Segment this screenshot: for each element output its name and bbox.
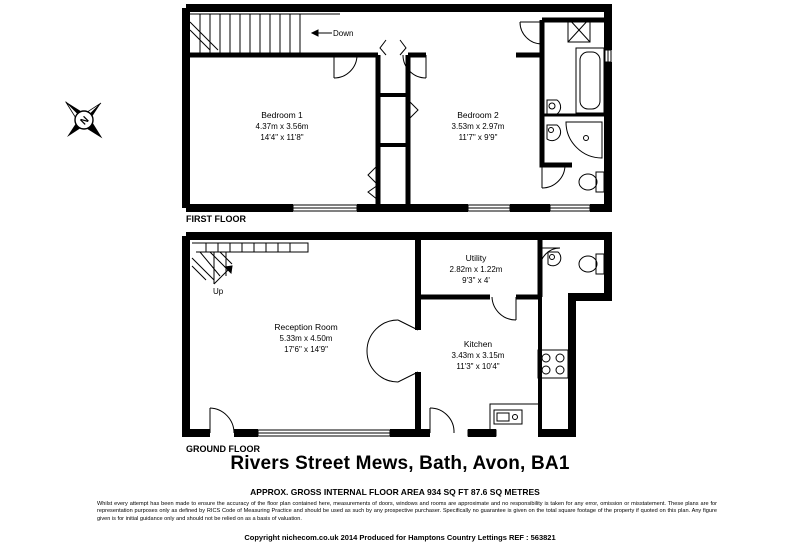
basin bbox=[547, 125, 561, 141]
first-floor-plan bbox=[186, 8, 611, 211]
compass-north-label: N bbox=[78, 114, 92, 128]
stairs bbox=[192, 243, 308, 284]
room-name: Kitchen bbox=[463, 339, 493, 349]
room-size-imperial: 11'7" x 9'9" bbox=[458, 133, 498, 142]
room-size-metric: 2.82m x 1.22m bbox=[449, 265, 503, 274]
floor-label-first: FIRST FLOOR bbox=[186, 214, 246, 224]
room-label-bedroom-1 bbox=[256, 110, 309, 142]
toilet bbox=[579, 254, 604, 274]
room-size-metric: 3.53m x 2.97m bbox=[451, 122, 505, 131]
room-size-imperial: 9'3" x 4' bbox=[462, 276, 490, 285]
bath bbox=[576, 48, 604, 113]
window bbox=[258, 430, 390, 436]
room-label-kitchen bbox=[452, 339, 505, 371]
window bbox=[293, 205, 357, 211]
basin bbox=[547, 100, 561, 116]
ground-floor-plan bbox=[186, 236, 608, 436]
window bbox=[468, 205, 510, 211]
cupboard-door bbox=[380, 40, 406, 55]
room-label-bedroom-2 bbox=[452, 110, 505, 142]
floor-label-ground: GROUND FLOOR bbox=[186, 444, 260, 454]
room-size-imperial: 17'6" x 14'9" bbox=[284, 345, 328, 354]
room-name: Bedroom 1 bbox=[261, 110, 303, 120]
door bbox=[430, 408, 454, 433]
room-size-metric: 3.43m x 3.15m bbox=[451, 351, 505, 360]
room-name: Utility bbox=[465, 253, 487, 263]
room-size-metric: 4.37m x 3.56m bbox=[255, 122, 309, 131]
door bbox=[520, 22, 542, 44]
room-label-reception bbox=[274, 322, 337, 354]
copyright-text: Copyright nichecom.co.uk 2014 Produced for Hamptons Country Lettings REF : 563821 bbox=[244, 533, 556, 542]
toilet bbox=[579, 172, 604, 192]
stairs-up-label: Up bbox=[213, 287, 224, 296]
stairs-down-label: Down bbox=[333, 29, 354, 38]
disclaimer-text: Whilst every attempt has been made to ensure the accuracy of the floor plan contained here, measurements of doors, windows and rooms are approximate and no responsibility is taken for any error, omission or misstatement. These plans are for representation purposes only as defined by RICS Code of Measuring Practice and should be used as such by any prospective purchaser. Specifically no guarantee is given on the total square footage of the property if quoted on this plan. Any figure given is for initial guidance only and should not be relied on as a basis of valuation. bbox=[97, 501, 717, 522]
window bbox=[550, 205, 590, 211]
door bbox=[542, 165, 565, 188]
door bbox=[334, 55, 357, 78]
property-title: Rivers Street Mews, Bath, Avon, BA1 bbox=[230, 453, 570, 474]
stairs-arrow bbox=[312, 30, 332, 36]
sink bbox=[494, 410, 522, 424]
door bbox=[210, 408, 234, 433]
kitchen-worktop bbox=[490, 350, 568, 429]
door bbox=[492, 297, 516, 320]
room-size-imperial: 14'4" x 11'8" bbox=[260, 133, 304, 142]
double-door bbox=[367, 320, 418, 382]
room-name: Bedroom 2 bbox=[457, 110, 499, 120]
window bbox=[605, 50, 611, 62]
room-label-utility bbox=[450, 253, 503, 285]
hob bbox=[542, 354, 564, 374]
floor-area-text: APPROX. GROSS INTERNAL FLOOR AREA 934 SQ FT 87.6 SQ METRES bbox=[250, 487, 540, 497]
basin bbox=[548, 252, 561, 266]
room-size-metric: 5.33m x 4.50m bbox=[279, 334, 333, 343]
shower bbox=[566, 122, 602, 158]
room-size-imperial: 11'3" x 10'4" bbox=[456, 362, 500, 371]
stairs-arrow bbox=[214, 266, 232, 284]
room-name: Reception Room bbox=[274, 322, 338, 332]
